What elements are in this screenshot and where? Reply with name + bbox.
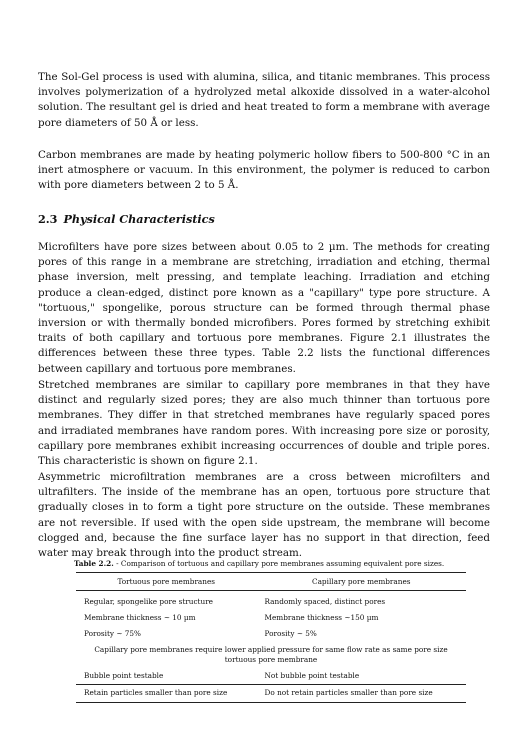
table-row	[76, 591, 466, 611]
section-number: 2.3	[38, 212, 58, 226]
table-cell: Porosity ~ 75%	[84, 629, 141, 638]
table-caption-text: - Comparison of tortuous and capillary pore membranes assuming equivalent pore sizes.	[113, 559, 445, 568]
paragraph-microfilters: Microfilters have pore sizes between about 0.05 to 2 µm. The methods for creating pores of this range in a membrane are stretching, irradiation and etching, thermal phase inversion, melt pressing, and template leaching. Irradiation and etching produce a clean-edged, distinct pore known as a "capillary" type pore structure. A "tortuous," spongelike, porous structure can be formed through thermal phase inversion or with thermally bonded microfibers. Pores formed by stretching exhibit traits of both capillary and tortuous pore membranes. Figure 2.1 illustrates the differences between these three types. Table 2.2 lists the functional differences between capillary and tortuous pore membranes.	[38, 241, 490, 375]
table-cell: Retain particles smaller than pore size	[76, 685, 257, 703]
table-row-span	[76, 642, 466, 668]
table-label: Table 2.2.	[74, 559, 114, 568]
table-cell: Do not retain particles smaller than pore size	[257, 685, 466, 703]
table-row	[76, 610, 466, 626]
table-cell: Not bubble point testable	[264, 671, 360, 680]
table-cell: Membrane thickness ~150 µm	[264, 613, 379, 622]
paragraph-stretched-membranes: Stretched membranes are similar to capillary pore membranes in that they have distinct and regularly sized pores; they are also much thinner than tortuous pore membranes. They differ in that stretched membranes have regularly spaced pores and irradiated membranes have random pores. With increasing pore size or porosity, capillary pore membranes exhibit increasing occurrences of double and triple pores. This characteristic is shown on figure 2.1.	[38, 379, 490, 468]
table-span-note: Capillary pore membranes require lower applied pressure for same flow rate as same pore size tortuous pore membrane	[94, 645, 448, 664]
paragraph-sol-gel: The Sol-Gel process is used with alumina, silica, and titanic membranes. This process involves polymerization of a hydrolyzed metal alkoxide dissolved in a water-alcohol solution. The resultant gel is dried and heat treated to form a membrane with average pore diameters of 50 Å or less.	[38, 71, 491, 129]
table-cell: Porosity ~ 5%	[264, 629, 317, 638]
section-title: Physical Characteristics	[63, 212, 215, 226]
header-tortuous: Tortuous pore membranes	[76, 573, 257, 591]
paragraph-asymmetric: Asymmetric microfiltration membranes are a cross between microfilters and ultrafilters. The inside of the membrane has an open, tortuous pore structure that gradually closes in to form a tight pore structure on the outside. These membranes are not reversible. If used with the open side upstream, the membrane will become clogged and, because the fine surface layer has no support in that direction, feed water may break through into the product stream.	[38, 471, 490, 560]
comparison-table	[76, 572, 466, 703]
header-capillary: Capillary pore membranes	[257, 573, 466, 591]
table-cell: Membrane thickness ~ 10 µm	[84, 613, 196, 622]
table-caption	[74, 559, 494, 569]
table-row	[76, 685, 466, 703]
table-cell: Bubble point testable	[84, 671, 164, 680]
table-row	[76, 668, 466, 685]
section-heading	[38, 212, 215, 226]
table-header-row	[76, 573, 466, 591]
table-cell: Regular, spongelike pore structure	[84, 597, 213, 606]
table-row	[76, 626, 466, 642]
paragraph-carbon-membranes: Carbon membranes are made by heating polymeric hollow fibers to 500-800 °C in an inert atmosphere or vacuum. In this environment, the polymer is reduced to carbon with pore diameters between 2 to 5 Å.	[38, 149, 490, 192]
table-cell: Randomly spaced, distinct pores	[264, 597, 386, 606]
